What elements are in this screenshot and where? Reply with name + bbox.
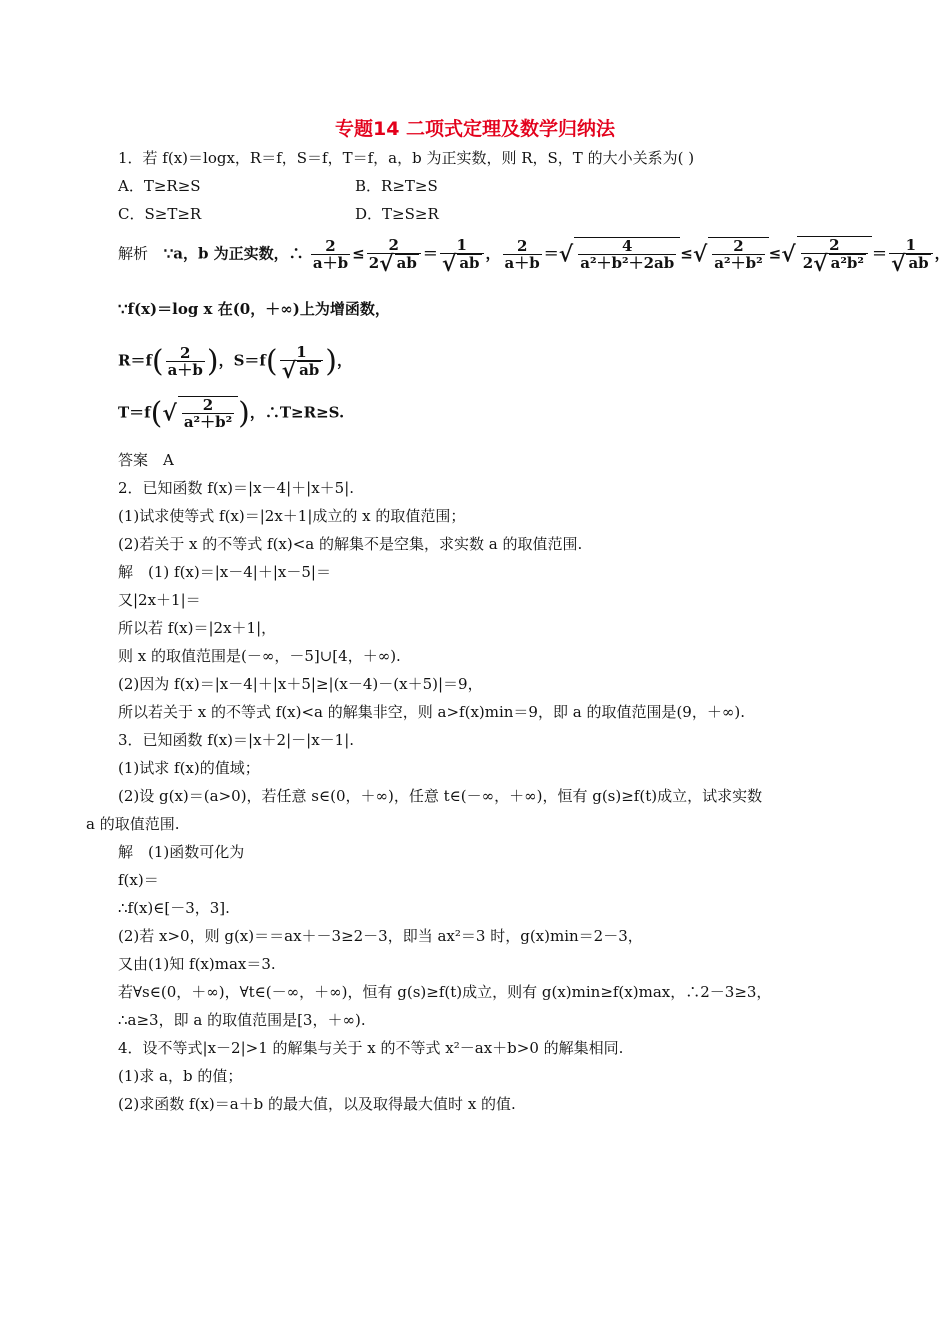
- q1-option-a: A．T≥R≥S: [118, 177, 201, 195]
- q3-line-1: 3．已知函数 f(x)＝|x＋2|－|x－1|.: [118, 731, 355, 749]
- q1-solution-lead: ∵a，b 为正实数，∴: [163, 244, 304, 263]
- q1-option-d: D．T≥S≥R: [355, 205, 439, 223]
- q2-line-2: (1)试求使等式 f(x)＝|2x＋1|成立的 x 的取值范围；: [118, 507, 466, 525]
- q3-line-2: (1)试求 f(x)的值域；: [118, 759, 260, 777]
- q1-solution-line2: ∵f(x)＝log x 在(0，＋∞)上为增函数，: [118, 300, 390, 318]
- q3-line-4: a 的取值范围.: [86, 815, 180, 833]
- q3-line-10: 若∀s∈(0，＋∞)，∀t∈(－∞，＋∞)，恒有 g(s)≥f(t)成立，则有 g(x)min≥f(x)max，∴2－3≥3，: [118, 983, 772, 1001]
- q1-solution-line3: R＝f( $\frac{2}{a+b}$ )，S＝f( $\frac{1}{√ ab}$ )，: [118, 343, 353, 384]
- q4-line-1: 4．设不等式|x－2|>1 的解集与关于 x 的不等式 x²－ax＋b>0 的解集相同.: [118, 1039, 624, 1057]
- q3-line-3: (2)设 g(x)＝(a>0)，若任意 s∈(0，＋∞)，任意 t∈(－∞，＋∞)，恒有 g(s)≥f(t)成立，试求实数: [118, 787, 763, 805]
- q1-option-b: B．R≥T≥S: [355, 177, 438, 195]
- q2-line-9: 所以若关于 x 的不等式 f(x)<a 的解集非空，则 a>f(x)min＝9，即 a 的取值范围是(9，＋∞).: [118, 703, 745, 721]
- q3-line-9: 又由(1)知 f(x)max＝3.: [118, 955, 276, 973]
- q3-line-5: 解 (1)函数可化为: [118, 843, 245, 861]
- q4-line-2: (1)求 a，b 的值；: [118, 1067, 243, 1085]
- q2-line-6: 所以若 f(x)＝|2x＋1|，: [118, 619, 277, 637]
- q3-line-6: f(x)＝: [118, 871, 159, 889]
- q1-solution-label: 解析: [118, 244, 149, 263]
- q2-line-4: 解 (1) f(x)＝|x－4|＋|x－5|＝: [118, 563, 331, 581]
- q1-solution-line4: T＝f(√ $\frac{2}{\text{a²＋b²}}$ )，∴T≥R≥S.: [118, 396, 345, 431]
- q3-line-8: (2)若 x>0，则 g(x)＝＝ax＋－3≥2－3，即当 ax²＝3 时，g(x)min＝2－3，: [118, 927, 643, 945]
- q2-line-7: 则 x 的取值范围是(－∞，－5]∪[4，＋∞).: [118, 647, 401, 665]
- q2-line-5: 又|2x＋1|＝: [118, 591, 201, 609]
- q1-solution-conclusion: ，∴T≥R≥S.: [249, 403, 345, 422]
- q3-line-7: ∴f(x)∈[－3，3].: [118, 899, 230, 917]
- q1-answer: 答案 A: [118, 451, 174, 469]
- page-title: 专题14 二项式定理及数学归纳法: [334, 118, 616, 140]
- q1-solution-line1: 解析 ∵a，b 为正实数，∴ $\frac{2}{a+b}$ ≤ $\frac{2}{2√ ab}$ ＝ $\frac{1}{√ ab}$ ， $\frac{2}{a+b}$ ＝√ $\frac{4}{\text{a²＋b²＋2ab}}$ ≤√ $\frac{2}{\text{a²＋b²}}$ ≤√ $\frac{2}{\text{2√ a²b²}}$ ＝ $\frac{1}{√ ab}$ ，: [118, 236, 950, 277]
- q4-line-3: (2)求函数 f(x)＝a＋b 的最大值，以及取得最大值时 x 的值.: [118, 1095, 516, 1113]
- q3-line-11: ∴a≥3，即 a 的取值范围是[3，＋∞).: [118, 1011, 366, 1029]
- q1-option-c: C．S≥T≥R: [118, 205, 202, 223]
- q2-line-1: 2．已知函数 f(x)＝|x－4|＋|x＋5|.: [118, 479, 355, 497]
- q2-line-8: (2)因为 f(x)＝|x－4|＋|x＋5|≥|(x－4)－(x＋5)|＝9，: [118, 675, 483, 693]
- q2-line-3: (2)若关于 x 的不等式 f(x)<a 的解集不是空集，求实数 a 的取值范围.: [118, 535, 583, 553]
- q1-stem: 1．若 f(x)＝logx，R＝f，S＝f，T＝f，a，b 为正实数，则 R，S，T 的大小关系为( ): [118, 149, 695, 167]
